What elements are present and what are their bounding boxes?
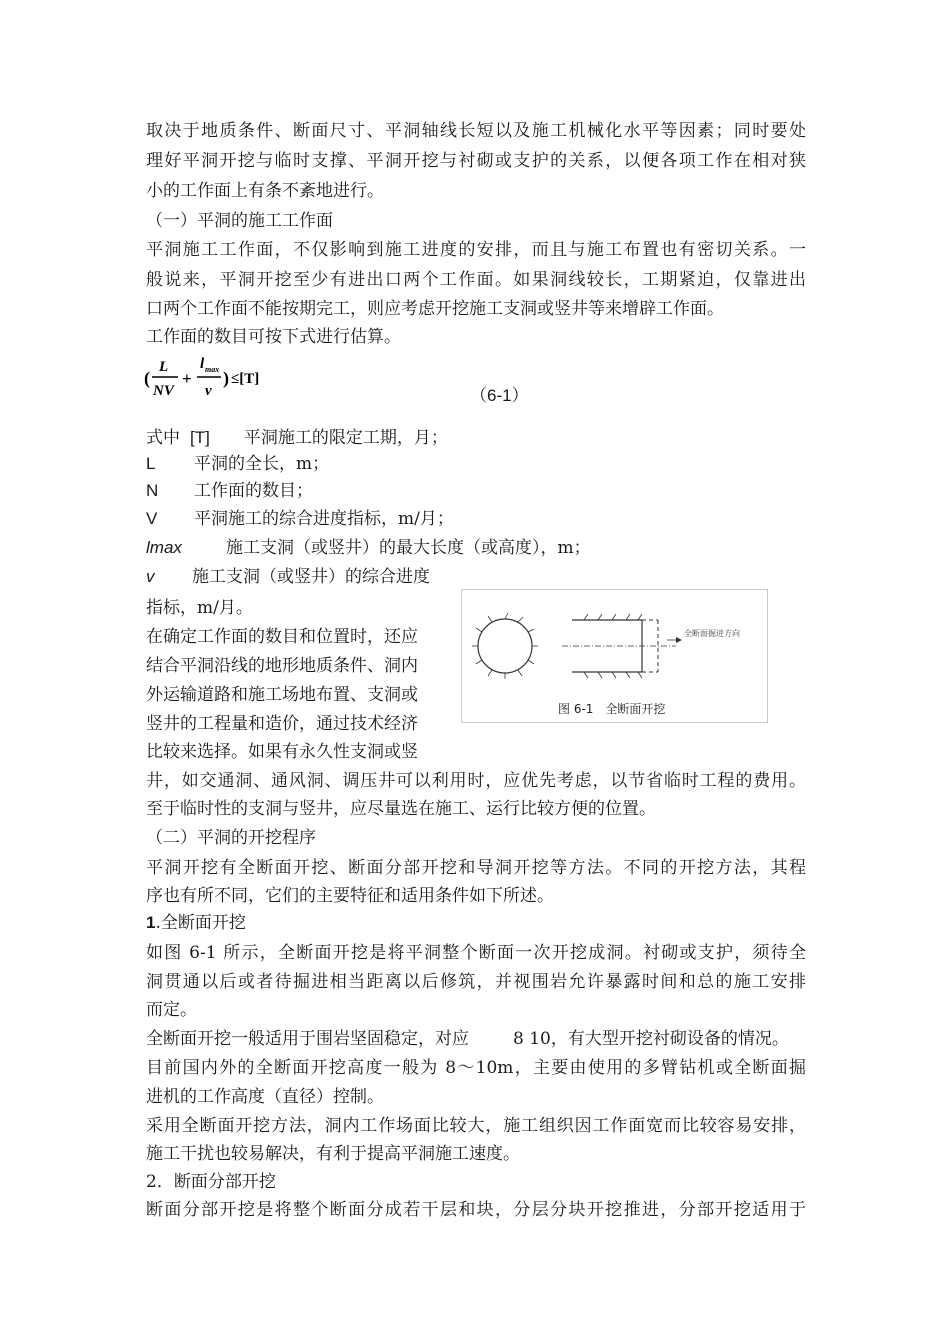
text-line: 洞贯通以后或者待掘进相当距离以后修筑，并视围岩允许暴露时间和总的施工安排 [146,972,806,992]
text-line: 平洞开挖有全断面开挖、断面分部开挖和导洞开挖等方法。不同的开挖方法，其程 [146,858,806,878]
where-line [146,454,329,474]
symbol: L [146,454,156,473]
text-line: 竖井的工程量和造价，通过技术经济 [146,714,418,734]
text-fragment: 全断面开挖一般适用于围岩坚固稳定，对应 [146,1029,469,1049]
where-prefix: 式中 [146,428,180,448]
text-line: 在确定工作面的数目和位置时，还应 [146,627,418,647]
text-line: 口两个工作面不能按期完工，则应考虑开挖施工支洞或竖井等来增辟工作面。 [146,299,724,319]
text-line [146,1029,789,1049]
text-line: 井，如交通洞、通风洞、调压井可以利用时，应优先考虑，以节省临时工程的费用。 [146,771,806,791]
text-line: 至于临时性的支洞与竖井，应尽量选在施工、运行比较方便的位置。 [146,799,656,819]
where-line [146,428,448,448]
formula-den2: v [205,383,212,399]
symbol: v [146,567,155,586]
formula-num2: l [200,357,205,372]
svg-text:): ) [223,368,229,388]
text-line: 序也有所不同，它们的主要特征和适用条件如下所述。 [146,886,554,906]
figure-arrow-label: 全断面掘进方向 [684,629,740,638]
symbol-desc: 平洞施工的综合进度指标，m/月； [194,509,454,529]
symbol: [T] [190,428,210,447]
figure-caption: 图 6-1 全断面开挖 [558,702,666,716]
formula-den1: NV [153,383,174,399]
subsection-heading: 2．断面分部开挖 [146,1172,276,1192]
text-line: 结合平洞沿线的地形地质条件、洞内 [146,656,418,676]
figure-full-face-excavation [461,589,768,723]
section-heading: （一）平洞的施工工作面 [146,211,333,231]
section-heading: （二）平洞的开挖程序 [146,828,316,848]
text-line: 指标，m/月。 [146,598,253,618]
symbol: V [146,509,158,528]
text-line: 般说来，平洞开挖至少有进出口两个工作面。如果洞线较长，工期紧迫，仅靠进出 [146,270,806,290]
text-line: 工作面的数目可按下式进行估算。 [146,327,401,347]
symbol-desc: 工作面的数目； [194,481,313,501]
heading-number: 1 [146,913,156,932]
text-line: 平洞施工工作面，不仅影响到施工进度的安排，而且与施工布置也有密切关系。一 [146,240,806,260]
text-line: 进机的工作高度（直径）控制。 [146,1087,384,1107]
formula-num2-sub: max [205,365,220,374]
heading-text: .全断面开挖 [155,913,246,933]
equation-number: （6-1） [470,386,529,405]
text-line: 小的工作面上有条不紊地进行。 [146,181,384,201]
where-line [146,538,591,558]
text-line: 比较来选择。如果有永久性支洞或竖 [146,742,418,762]
symbol-desc: 施工支洞（或竖井）的最大长度（或高度），m； [226,538,591,558]
symbol-desc: 施工支洞（或竖井）的综合进度 [192,567,430,587]
text-line: 而定。 [146,1000,197,1020]
symbol-desc: 平洞施工的限定工期，月； [243,428,448,448]
symbol: lmax [146,538,182,557]
formula-6-1 [144,357,274,403]
text-line: 采用全断面开挖方法，洞内工作场面比较大，施工组织因工作面宽而比较容易安排， [146,1116,806,1136]
svg-text:(: ( [144,368,150,388]
where-line [146,481,313,501]
text-line: 目前国内外的全断面开挖高度一般为 8～10m，主要由使用的多臂钻机或全断面掘 [146,1058,806,1078]
where-line [146,567,430,587]
text-line: 断面分部开挖是将整个断面分成若干层和块，分层分块开挖推进，分部开挖适用于 [146,1200,806,1220]
text-line: 理好平洞开挖与临时支撑、平洞开挖与衬砌或支护的关系，以便各项工作在相对狭 [146,151,806,171]
text-line: 外运输道路和施工场地布置、支洞或 [146,685,418,705]
text-line: 如图 6-1 所示，全断面开挖是将平洞整个断面一次开挖成洞。衬砌或支护，须待全 [146,943,806,963]
symbol-desc: 平洞的全长，m； [194,454,330,474]
where-line [146,509,454,529]
text-line: 取决于地质条件、断面尺寸、平洞轴线长短以及施工机械化水平等因素；同时要处 [146,121,806,141]
formula-num1: L [159,359,169,375]
subsection-heading [146,913,246,933]
svg-text:+: + [182,369,192,388]
formula-rhs: ≤[T] [231,371,260,387]
text-fragment: 8 10，有大型开挖衬砌设备的情况。 [513,1029,789,1049]
text-line: 施工干扰也较易解决，有利于提高平洞施工速度。 [146,1144,520,1164]
symbol: N [146,481,159,500]
